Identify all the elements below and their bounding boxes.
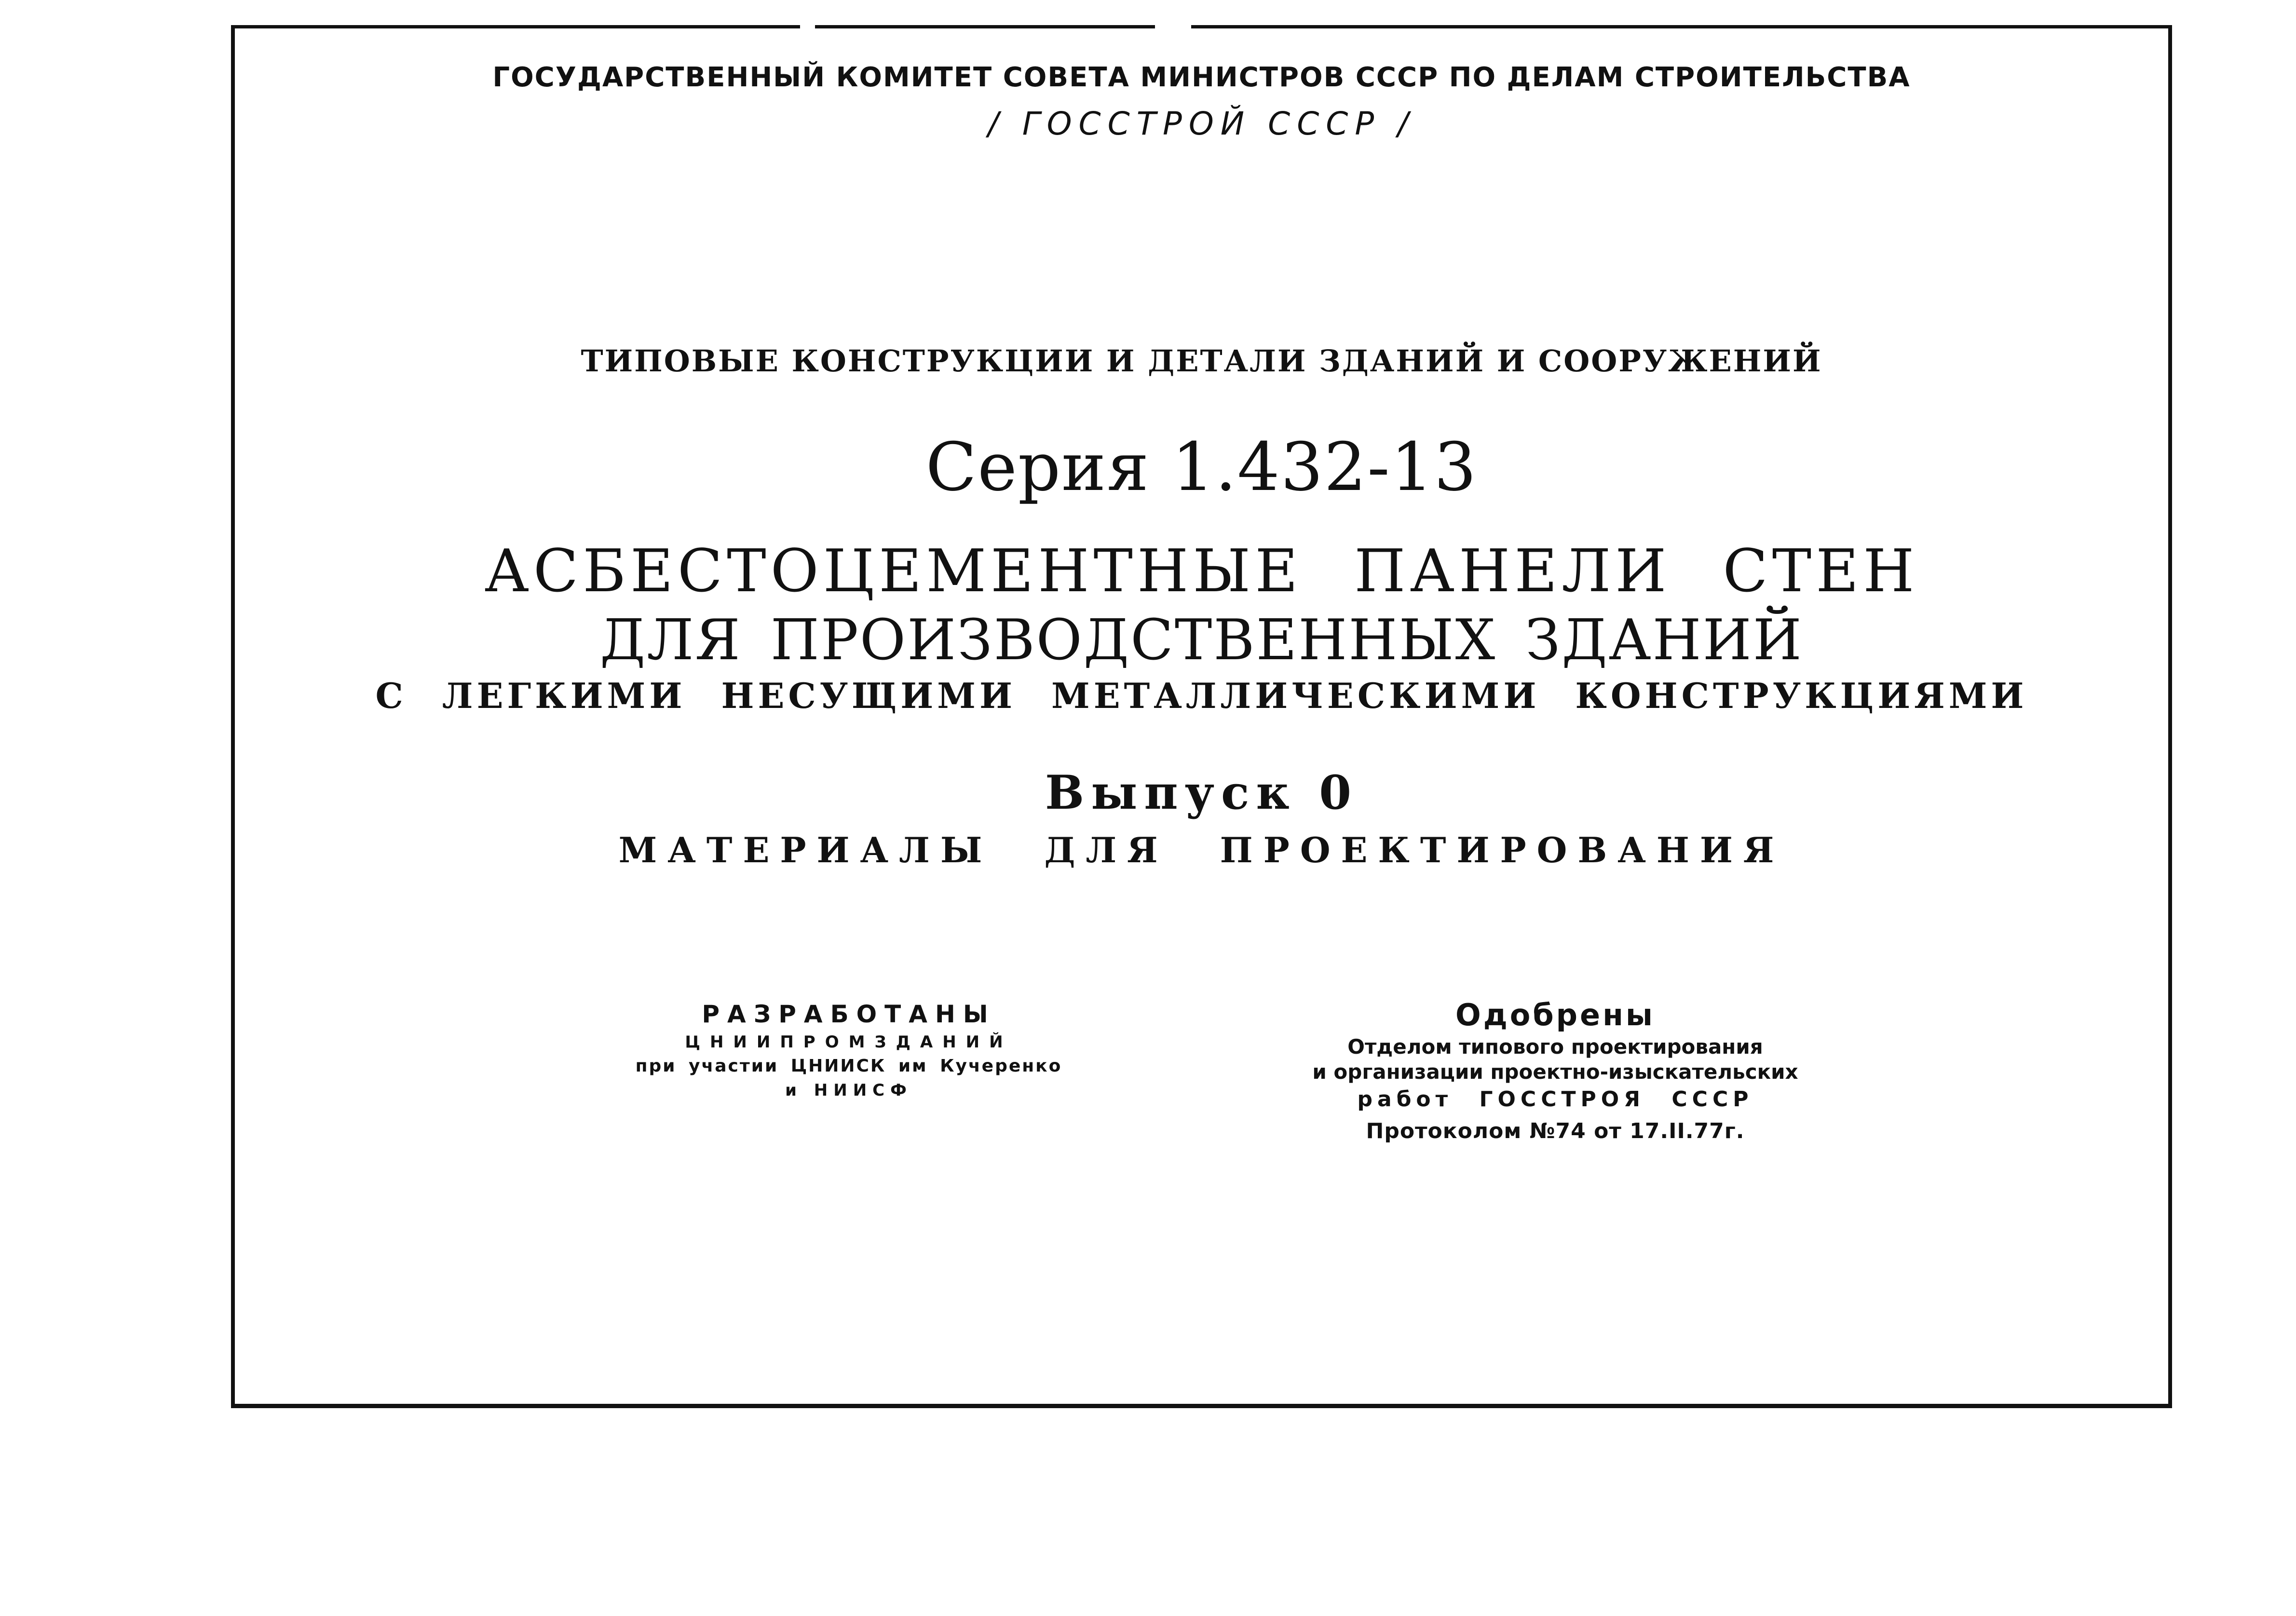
frame-top-border — [815, 25, 1155, 28]
series-number: Серия 1.432-13 — [925, 428, 1478, 506]
approved-line-3: работ ГОССТРОЯ СССР — [1357, 1087, 1753, 1112]
developed-heading: РАЗРАБОТАНЫ — [702, 1000, 996, 1028]
document-title-line-1: АСБЕСТОЦЕМЕНТНЫЕ ПАНЕЛИ СТЕН — [484, 537, 1919, 605]
ministry-heading: ГОСУДАРСТВЕННЫЙ КОМИТЕТ СОВЕТА МИНИСТРОВ СССР ПО ДЕЛАМ СТРОИТЕЛЬСТВА — [492, 62, 1911, 93]
collection-title: ТИПОВЫЕ КОНСТРУКЦИИ И ДЕТАЛИ ЗДАНИЙ И СООРУЖЕНИЙ — [581, 343, 1822, 379]
document-title-line-3: С ЛЕГКИМИ НЕСУЩИМИ МЕТАЛЛИЧЕСКИМИ КОНСТРУКЦИЯМИ — [375, 675, 2028, 716]
gosstroy-heading: / ГОССТРОЙ СССР / — [988, 105, 1415, 142]
developer-organization: ЦНИИПРОМЗДАНИЙ — [685, 1032, 1013, 1052]
developed-by-block — [506, 998, 1191, 1102]
approved-heading: Одобрены — [1455, 997, 1655, 1032]
issue-subtitle: МАТЕРИАЛЫ ДЛЯ ПРОЕКТИРОВАНИЯ — [618, 829, 1785, 870]
developer-organization-2: и НИИСФ — [785, 1081, 912, 1100]
approved-line-2: и организации проектно-изыскательских — [1312, 1060, 1798, 1084]
developer-participation: при участии ЦНИИСК им Кучеренко — [635, 1056, 1062, 1076]
document-title-line-2: ДЛЯ ПРОИЗВОДСТВЕННЫХ ЗДАНИЙ — [600, 608, 1803, 673]
drawing-frame — [231, 25, 2172, 1408]
frame-top-border — [1191, 25, 2172, 28]
issue-number: Выпуск 0 — [1045, 765, 1359, 820]
frame-top-border — [231, 25, 800, 28]
approved-by-block — [1283, 996, 1828, 1148]
approved-line-1: Отделом типового проектирования — [1347, 1035, 1763, 1059]
approval-protocol: Протоколом №74 от 17.II.77г. — [1366, 1119, 1745, 1143]
